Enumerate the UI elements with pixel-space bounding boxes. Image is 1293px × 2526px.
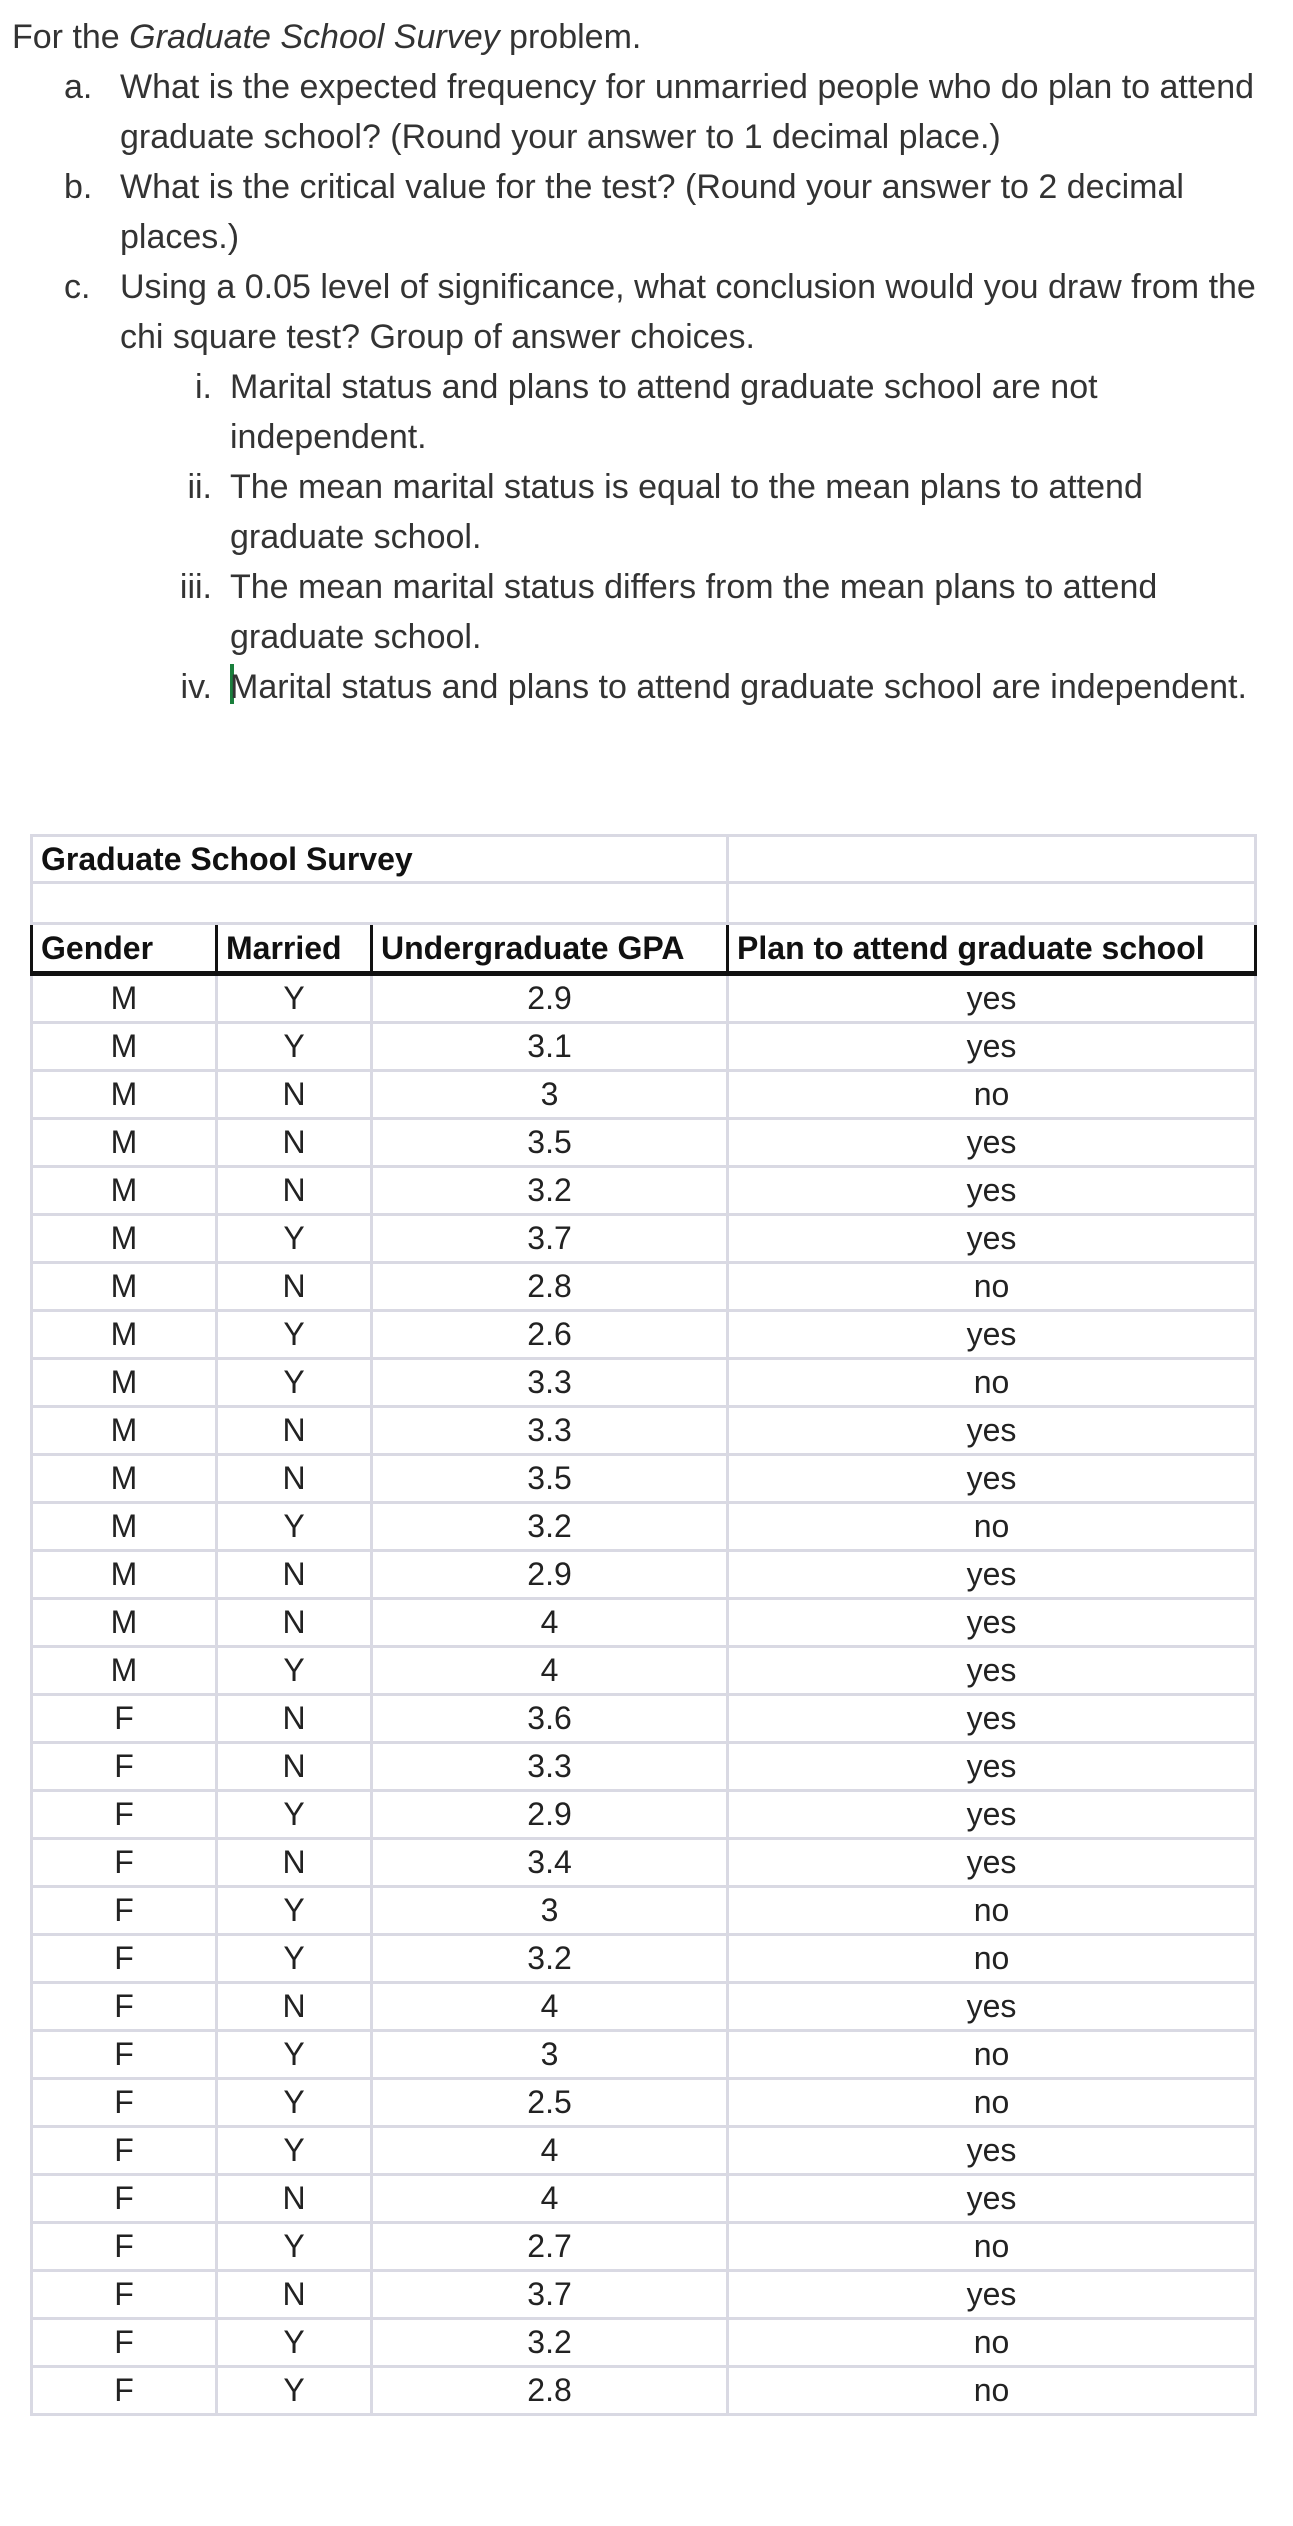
cell-gender: F	[32, 1887, 217, 1935]
part-text: What is the critical value for the test? (Round your answer to 2 decimal places.)	[120, 168, 1184, 256]
cell-gpa: 4	[372, 2127, 728, 2175]
cell-married: N	[217, 1983, 372, 2031]
cell-plan: no	[728, 1071, 1256, 1119]
cell-gender: M	[32, 1311, 217, 1359]
cell-plan: yes	[728, 2127, 1256, 2175]
cell-gender: M	[32, 1263, 217, 1311]
part-marker: b.	[64, 168, 93, 206]
header-undergraduate-gpa: Undergraduate GPA	[372, 924, 728, 974]
cell-gender: F	[32, 2319, 217, 2367]
cell-gender: F	[32, 2271, 217, 2319]
cell-gender: M	[32, 1359, 217, 1407]
cell-married: Y	[217, 1935, 372, 1983]
table-row	[32, 1311, 1256, 1359]
cell-married: Y	[217, 1359, 372, 1407]
choice-text: The mean marital status differs from the mean plans to attend graduate school.	[230, 568, 1158, 656]
cell-married: Y	[217, 2319, 372, 2367]
cell-gpa: 3.2	[372, 1167, 728, 1215]
table-row	[32, 1599, 1256, 1647]
cell-gender: F	[32, 1695, 217, 1743]
cell-gender: M	[32, 1407, 217, 1455]
cell-plan: yes	[728, 1551, 1256, 1599]
cell-married: N	[217, 1839, 372, 1887]
cell-plan: yes	[728, 1839, 1256, 1887]
cell-gender: F	[32, 2079, 217, 2127]
empty-cell	[32, 883, 728, 924]
question-part-c	[12, 262, 1282, 712]
cell-plan: yes	[728, 1599, 1256, 1647]
cell-plan: yes	[728, 1791, 1256, 1839]
cell-plan: no	[728, 2079, 1256, 2127]
cell-plan: no	[728, 2223, 1256, 2271]
table-row	[32, 1263, 1256, 1311]
cell-gpa: 3.3	[372, 1743, 728, 1791]
cell-plan: yes	[728, 1407, 1256, 1455]
part-marker: a.	[64, 68, 93, 106]
cell-married: Y	[217, 2079, 372, 2127]
cell-gpa: 2.6	[372, 1311, 728, 1359]
cell-gender: F	[32, 1935, 217, 1983]
question-block	[12, 12, 1282, 712]
cell-gpa: 2.7	[372, 2223, 728, 2271]
cell-gpa: 3	[372, 2031, 728, 2079]
cell-gender: M	[32, 1503, 217, 1551]
cell-gender: M	[32, 1455, 217, 1503]
choice-text: Marital status and plans to attend graduate school are independent.	[230, 668, 1247, 706]
cell-married: Y	[217, 2127, 372, 2175]
choice-text: The mean marital status is equal to the mean plans to attend graduate school.	[230, 468, 1143, 556]
table-row	[32, 2319, 1256, 2367]
cell-plan: no	[728, 1935, 1256, 1983]
table-title: Graduate School Survey	[32, 836, 728, 883]
cell-gender: M	[32, 974, 217, 1023]
cell-plan: yes	[728, 1023, 1256, 1071]
cell-married: N	[217, 1695, 372, 1743]
cell-married: Y	[217, 2031, 372, 2079]
table-row	[32, 1167, 1256, 1215]
cell-gender: M	[32, 1167, 217, 1215]
cell-plan: no	[728, 2367, 1256, 2415]
table-row	[32, 1647, 1256, 1695]
intro-suffix: problem.	[499, 18, 642, 56]
cell-gpa: 2.8	[372, 1263, 728, 1311]
question-parts	[12, 62, 1282, 712]
cell-gender: F	[32, 2367, 217, 2415]
cell-plan: no	[728, 2319, 1256, 2367]
table-row	[32, 1359, 1256, 1407]
header-plan-to-attend: Plan to attend graduate school	[728, 924, 1256, 974]
cell-gender: M	[32, 1071, 217, 1119]
cell-gender: F	[32, 1983, 217, 2031]
choice-text: Marital status and plans to attend graduate school are not independent.	[230, 368, 1098, 456]
cell-gender: F	[32, 2031, 217, 2079]
question-part-a	[12, 62, 1282, 162]
table-row	[32, 1119, 1256, 1167]
table-row	[32, 1695, 1256, 1743]
cell-gender: M	[32, 1599, 217, 1647]
cell-plan: no	[728, 1887, 1256, 1935]
table-row	[32, 2271, 1256, 2319]
cell-plan: yes	[728, 1167, 1256, 1215]
cell-married: N	[217, 1263, 372, 1311]
cell-married: N	[217, 1071, 372, 1119]
cell-married: N	[217, 1743, 372, 1791]
table-row	[32, 1215, 1256, 1263]
table-title-row	[32, 836, 1256, 883]
table-row	[32, 1503, 1256, 1551]
blank-row	[32, 883, 1256, 924]
cell-married: N	[217, 1407, 372, 1455]
cell-gpa: 3.2	[372, 1935, 728, 1983]
cell-gender: F	[32, 2223, 217, 2271]
table-row	[32, 1743, 1256, 1791]
cell-gpa: 4	[372, 1983, 728, 2031]
cell-married: Y	[217, 2223, 372, 2271]
empty-cell	[728, 883, 1256, 924]
cell-plan: yes	[728, 1311, 1256, 1359]
cell-plan: no	[728, 1359, 1256, 1407]
part-text: What is the expected frequency for unmarried people who do plan to attend graduate school? (Round your answer to 1 decimal place.)	[120, 68, 1255, 156]
cell-gpa: 3	[372, 1071, 728, 1119]
cell-gpa: 4	[372, 1599, 728, 1647]
cell-married: Y	[217, 1311, 372, 1359]
cell-married: Y	[217, 1503, 372, 1551]
cell-gender: F	[32, 2127, 217, 2175]
part-marker: c.	[64, 268, 91, 306]
cell-gender: M	[32, 1023, 217, 1071]
cell-gender: F	[32, 1839, 217, 1887]
answer-choice-iv	[120, 662, 1282, 712]
table-row	[32, 1887, 1256, 1935]
cell-plan: yes	[728, 1215, 1256, 1263]
choice-marker: i.	[195, 368, 212, 406]
table-header-row	[32, 924, 1256, 974]
cell-gpa: 3.2	[372, 2319, 728, 2367]
table-row	[32, 2031, 1256, 2079]
empty-cell	[728, 836, 1256, 883]
cell-plan: no	[728, 2031, 1256, 2079]
cell-married: N	[217, 1599, 372, 1647]
cell-married: N	[217, 1455, 372, 1503]
answer-choice-iii	[120, 562, 1282, 662]
table-row	[32, 1935, 1256, 1983]
table-row	[32, 1455, 1256, 1503]
cell-gender: M	[32, 1119, 217, 1167]
part-text: Using a 0.05 level of significance, what conclusion would you draw from the chi square test? Group of answer choices.	[120, 268, 1256, 356]
choice-marker: ii.	[187, 468, 212, 506]
table-row	[32, 1551, 1256, 1599]
cell-plan: yes	[728, 1695, 1256, 1743]
table-body	[32, 836, 1256, 2415]
cell-gpa: 4	[372, 2175, 728, 2223]
cell-married: Y	[217, 2367, 372, 2415]
cell-gender: F	[32, 2175, 217, 2223]
cell-married: Y	[217, 1887, 372, 1935]
cell-plan: no	[728, 1503, 1256, 1551]
graduate-school-survey-table	[30, 834, 1257, 2416]
cell-gpa: 3.3	[372, 1407, 728, 1455]
cell-gender: M	[32, 1215, 217, 1263]
cell-gpa: 2.9	[372, 1791, 728, 1839]
cell-plan: yes	[728, 2271, 1256, 2319]
cell-gpa: 3.3	[372, 1359, 728, 1407]
table-row	[32, 2223, 1256, 2271]
cell-gpa: 3.4	[372, 1839, 728, 1887]
cell-married: N	[217, 2271, 372, 2319]
cell-gpa: 4	[372, 1647, 728, 1695]
cell-gpa: 3.1	[372, 1023, 728, 1071]
table-row	[32, 974, 1256, 1023]
table-row	[32, 1791, 1256, 1839]
cell-plan: yes	[728, 1983, 1256, 2031]
table-row	[32, 1023, 1256, 1071]
cell-plan: yes	[728, 974, 1256, 1023]
cell-gpa: 2.8	[372, 2367, 728, 2415]
cell-married: N	[217, 1551, 372, 1599]
cell-married: N	[217, 1119, 372, 1167]
cell-married: Y	[217, 1791, 372, 1839]
header-married: Married	[217, 924, 372, 974]
cell-gpa: 3	[372, 1887, 728, 1935]
cell-plan: no	[728, 1263, 1256, 1311]
intro-problem-name: Graduate School Survey	[129, 18, 500, 56]
table-row	[32, 1407, 1256, 1455]
answer-choice-i	[120, 362, 1282, 462]
cell-gpa: 2.9	[372, 974, 728, 1023]
cell-gpa: 3.5	[372, 1119, 728, 1167]
cell-married: Y	[217, 974, 372, 1023]
question-intro	[12, 12, 1282, 62]
table-row	[32, 1071, 1256, 1119]
table-row	[32, 1839, 1256, 1887]
cell-plan: yes	[728, 1455, 1256, 1503]
cell-gpa: 2.5	[372, 2079, 728, 2127]
table-row	[32, 2175, 1256, 2223]
cell-gender: M	[32, 1647, 217, 1695]
cell-plan: yes	[728, 1647, 1256, 1695]
cell-gender: F	[32, 1743, 217, 1791]
table-row	[32, 2079, 1256, 2127]
table-row	[32, 2367, 1256, 2415]
cell-gpa: 3.7	[372, 1215, 728, 1263]
cell-married: Y	[217, 1215, 372, 1263]
cell-gpa: 2.9	[372, 1551, 728, 1599]
cell-married: N	[217, 1167, 372, 1215]
cell-plan: yes	[728, 2175, 1256, 2223]
cell-gpa: 3.6	[372, 1695, 728, 1743]
cell-gpa: 3.5	[372, 1455, 728, 1503]
cell-married: Y	[217, 1023, 372, 1071]
answer-choices	[120, 362, 1282, 712]
cell-plan: yes	[728, 1743, 1256, 1791]
header-gender: Gender	[32, 924, 217, 974]
choice-marker: iii.	[179, 568, 212, 606]
cell-gpa: 3.7	[372, 2271, 728, 2319]
cell-gender: M	[32, 1551, 217, 1599]
table-row	[32, 1983, 1256, 2031]
cell-plan: yes	[728, 1119, 1256, 1167]
table-row	[32, 2127, 1256, 2175]
cell-married: Y	[217, 1647, 372, 1695]
cell-married: N	[217, 2175, 372, 2223]
choice-marker: iv.	[180, 668, 212, 706]
question-part-b	[12, 162, 1282, 262]
answer-choice-ii	[120, 462, 1282, 562]
intro-prefix: For the	[12, 18, 130, 56]
cell-gender: F	[32, 1791, 217, 1839]
cell-gpa: 3.2	[372, 1503, 728, 1551]
